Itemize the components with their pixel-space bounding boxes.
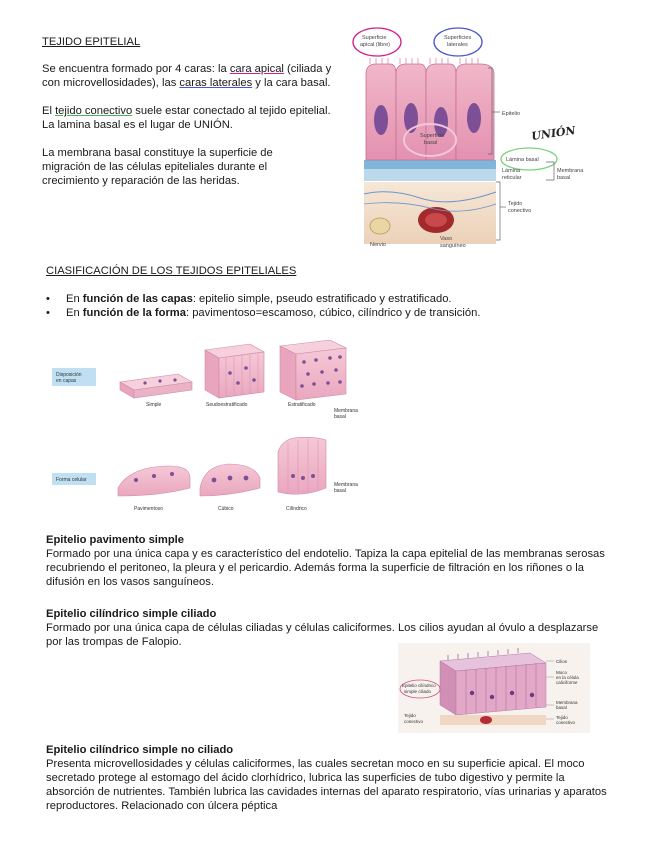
squamous-epithelium [118,466,190,496]
text-fragment: : epitelio simple, pseudo estratificado y estratificado. [192,293,452,305]
section-title-clasificacion: CIASIFICACIÓN DE LOS TEJIDOS EPITELIALES [46,265,297,277]
label-simple-ciliado: simple ciliado [404,689,432,694]
label-superficie-apical: Superficie [362,35,387,41]
label-basal: basal [424,140,438,146]
label-membrana-row2: Membrana [334,482,358,488]
label-lamina-reticular: Lámina [502,168,521,174]
microvilli [370,58,478,64]
basal-lamina-layer [364,160,496,169]
paragraph-conectivo [42,104,342,118]
tag-forma-celular-text: Forma celular [56,477,87,483]
block-title: Epitelio pavimento simple [46,534,185,546]
label-cilios: Cilios [556,659,568,664]
bold-term: función de las capas [82,293,193,305]
block-title: Epitelio cilíndrico simple no ciliado [46,744,234,756]
list-item [46,292,606,306]
label-basal-row2: basal [334,488,346,494]
block-text: Formado por una única capa de células ciliadas y células caliciformes. Los cilios ayudan al óvulo a desplazarse por las trompas de Falopio. [46,622,599,648]
handwritten-union: UNIÓN [530,123,577,143]
simple-epithelium [120,374,192,398]
label-conectivo-fig3: conectivo [556,720,576,725]
reticular-lamina-layer [364,169,496,181]
block-text: Formado por una única capa y es característico del endotelio. Tapiza la capa epitelial de las membranas serosas recubriendo el peritoneo, la pleura y el pericardio. Además forma la superficie de filtración en los riñones o la difusión en los vasos sanguíneos. [46,548,605,588]
caption-estratificado: Estratificado [288,402,316,408]
caption-cilindrico: Cilíndrico [286,506,307,512]
label-conectivo: conectivo [508,208,532,214]
section1-text [42,35,342,188]
text-fragment: En [66,307,83,319]
text-fragment: (ciliada y con microvellosidades), las [42,63,332,89]
highlight-cara-apical: cara apical [229,63,284,75]
columnar-epithelium [278,437,326,494]
label-tejido: Tejido [508,201,523,207]
nerve [370,218,390,234]
text-fragment: El [42,105,56,117]
label-membrana-basal: basal [557,175,571,181]
classification-figure [50,338,380,516]
caption-cubico: Cúbico [218,506,234,512]
pseudostratified-epithelium [205,344,264,398]
label-lamina-basal: Lámina basal [506,157,539,163]
label-left-conectivo: conectivo [404,719,424,724]
block-title: Epitelio cilíndrico simple ciliado [46,608,217,620]
label-membrana-fig3: Membrana [556,700,578,705]
label-superficie-basal: Superficie [420,133,445,139]
tag-en-capas-text: en capas [56,378,77,384]
label-basal-row1: basal [334,414,346,420]
ciliated-epithelium-figure [398,643,590,733]
label-epitelio-cilindrico: Epitelio cilíndrico [402,683,436,688]
text-fragment: En [66,293,83,305]
tag-disposicion-text: Disposición [56,372,82,378]
label-nervio: Nervio [370,242,386,248]
block-cilindrico-no-ciliado [46,743,616,813]
label-sanguineo: sanguíneo [440,243,466,249]
label-membrana-row1: Membrana [334,408,358,414]
text-fragment: suele estar conectado al tejido epitelial. [132,105,331,117]
paragraph-lamina-basal: La lamina basal es el lugar de UNIÓN. [42,119,233,131]
stratified-epithelium [280,340,346,400]
highlight-tejido-conectivo: tejido conectivo [55,105,133,117]
text-fragment: Se encuentra formado por 4 caras: la [42,63,230,75]
section2 [46,264,606,320]
caption-simple: Simple [146,402,162,408]
text-fragment: y la cara basal. [252,77,331,89]
paragraph-membrana-basal: La membrana basal constituye la superficie de migración de las células epiteliales durante el crecimiento y reparación de las heridas. [42,147,273,187]
label-en-la-celula: en la célula [556,675,579,680]
label-caliciforme: caliciforme [556,680,578,685]
cuboidal-epithelium [200,464,260,496]
label-membrana: Membrana [557,168,584,174]
label-tejido-fig3: Tejido [556,715,568,720]
label-moco: Moco [556,670,568,675]
label-reticular: reticular [502,175,522,181]
text-fragment: : pavimentoso=escamoso, cúbico, cilíndrico y de transición. [185,307,481,319]
classification-list [46,292,606,320]
label-laterales: laterales [447,42,468,48]
block-text: Presenta microvellosidades y células caliciformes, las cuales secretan moco en su superficie apical. El moco secretado protege al estomago del ácido clorhídrico, lubrica las superficies de tubo digestivo y permite la absorción de nutrientes. También lubrica las cavidades internas del aparato respiratorio, vías urinarias y aparatos reproductores. Relacionado con úlcera péptica [46,758,607,812]
label-basal-fig3: basal [556,705,567,710]
caption-seudoestratificado: Seudoestratificado [206,402,248,408]
bold-term: función de la forma [82,307,186,319]
epithelium-figure [350,22,590,252]
label-vaso: Vaso [440,236,453,242]
caption-pavimentoso: Pavimentoso [134,506,163,512]
label-left-tejido: Tejido [404,713,416,718]
label-epitelio: Epitelio [502,111,521,117]
block-pavimento-simple [46,533,612,589]
section-title-tejido-epitelial: TEJIDO EPITELIAL [42,36,141,48]
label-superficies-laterales: Superficies [444,35,472,41]
list-item [46,306,606,320]
highlight-caras-laterales: caras laterales [179,77,253,89]
paragraph-caras [42,62,342,90]
label-apical-libre: apical (libre) [360,42,390,48]
